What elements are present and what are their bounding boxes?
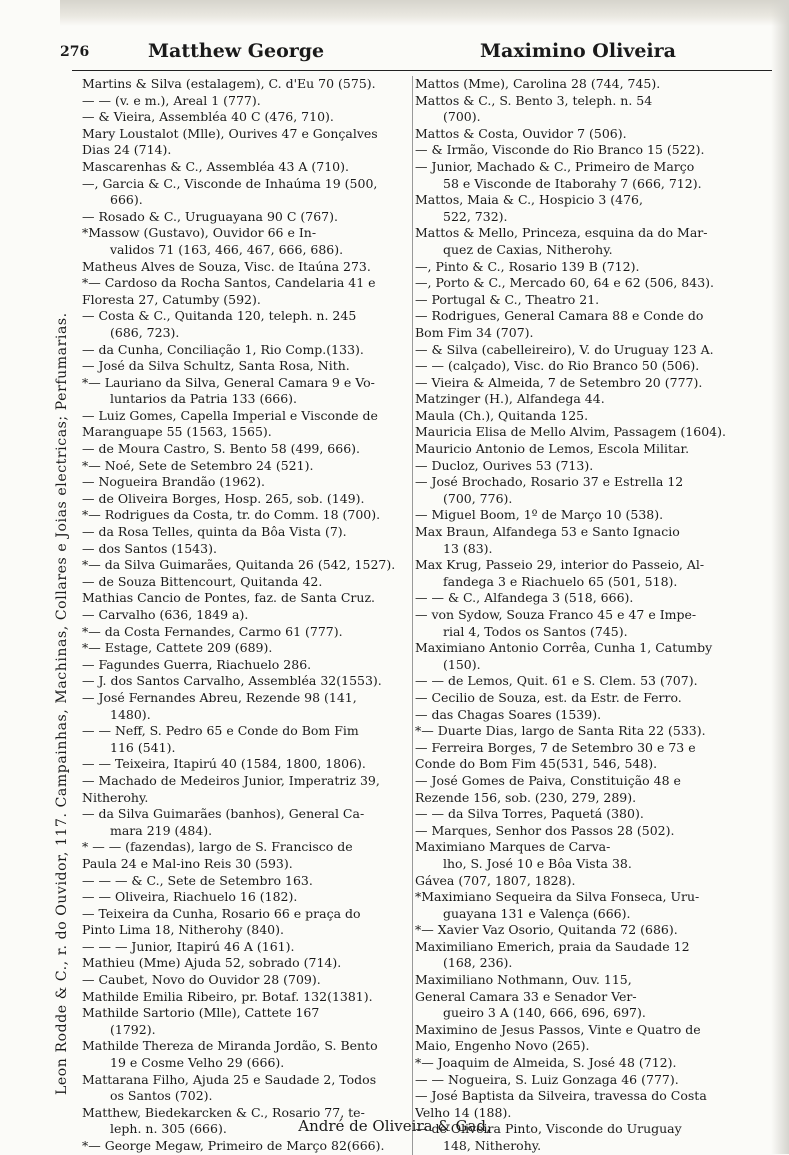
entry-line: — de Souza Bittencourt, Quitanda 42. <box>82 573 323 589</box>
entry-line: — Costa & C., Quitanda 120, teleph. n. 245 <box>82 308 357 324</box>
entry-line: *Massow (Gustavo), Ouvidor 66 e In- <box>82 225 317 241</box>
entry-line: — Junior, Machado & C., Primeiro de Março <box>415 158 695 174</box>
entry-line: Mauricia Elisa de Mello Alvim, Passagem (1604). <box>415 424 726 440</box>
entry-line: (686, 723). <box>110 324 180 340</box>
entry-line: — de Oliveira Borges, Hosp. 265, sob. (149). <box>82 490 365 506</box>
entry-line: — Marques, Senhor dos Passos 28 (502). <box>415 822 675 838</box>
page-top-stain <box>60 0 789 26</box>
entry-line: — Caubet, Novo do Ouvidor 28 (709). <box>82 972 321 988</box>
entry-line: *— Joaquim de Almeida, S. José 48 (712). <box>415 1055 677 1071</box>
entry-line: — da Rosa Telles, quinta da Bôa Vista (7). <box>82 524 347 540</box>
running-header <box>60 38 760 66</box>
entry-line: — & Vieira, Assembléa 40 C (476, 710). <box>82 109 334 125</box>
entry-line: —, Porto & C., Mercado 60, 64 e 62 (506, 843). <box>415 275 715 291</box>
entry-line: *— Noé, Sete de Setembro 24 (521). <box>82 457 314 473</box>
entry-line: — — Neff, S. Pedro 65 e Conde do Bom Fim <box>82 723 359 739</box>
entry-line: — — Nogueira, S. Luiz Gonzaga 46 (777). <box>415 1071 679 1087</box>
entry-line: Floresta 27, Catumby (592). <box>82 291 261 307</box>
entry-line: — da Cunha, Conciliação 1, Rio Comp.(133). <box>82 341 364 357</box>
entry-line: Maximiano Marques de Carva- <box>415 839 611 855</box>
entry-line: Velho 14 (188). <box>415 1104 512 1120</box>
entry-line: — José Fernandes Abreu, Rezende 98 (141, <box>82 689 357 705</box>
entry-line: Mascarenhas & C., Assembléa 43 A (710). <box>82 158 349 174</box>
entry-line: — de Moura Castro, S. Bento 58 (499, 666). <box>82 441 361 457</box>
entry-line: — José Baptista da Silveira, travessa do Costa <box>415 1088 707 1104</box>
entry-line: Paula 24 e Mal-ino Reis 30 (593). <box>82 855 293 871</box>
entry-line: Mattos & C., S. Bento 3, teleph. n. 54 <box>415 92 653 108</box>
header-rule <box>72 70 772 71</box>
entry-line: — — & C., Alfandega 3 (518, 666). <box>415 590 634 606</box>
entry-line: 148, Nitherohy. <box>443 1138 542 1153</box>
entry-line: *— Cardoso da Rocha Santos, Candelaria 41 e <box>82 275 376 291</box>
entry-line: Mathilde Thereza de Miranda Jordão, S. Bento <box>82 1038 378 1054</box>
entry-line: Mathilde Emilia Ribeiro, pr. Botaf. 132(1381). <box>82 988 373 1004</box>
entry-line: 19 e Cosme Velho 29 (666). <box>110 1055 285 1071</box>
entry-line: Max Krug, Passeio 29, interior do Passeio, Al- <box>415 557 705 573</box>
entry-line: — — — & C., Sete de Setembro 163. <box>82 872 313 888</box>
entry-line: Mattos & Costa, Ouvidor 7 (506). <box>415 125 627 141</box>
entry-line: Bom Fim 34 (707). <box>415 324 534 340</box>
entry-line: *— George Megaw, Primeiro de Março 82(666). <box>82 1138 385 1153</box>
entry-line: Mathias Cancio de Pontes, faz. de Santa Cruz. <box>82 590 376 606</box>
entry-line: 666). <box>110 192 143 208</box>
entry-line: — Nogueira Brandão (1962). <box>82 474 265 490</box>
entry-line: rial 4, Todos os Santos (745). <box>443 623 628 639</box>
entry-line: — & Silva (cabelleireiro), V. do Uruguay 123 A. <box>415 341 714 357</box>
entry-line: *— Estage, Cattete 209 (689). <box>82 640 273 656</box>
entry-line: General Camara 33 e Senador Ver- <box>415 988 637 1004</box>
entry-line: — — (calçado), Visc. do Rio Branco 50 (506). <box>415 358 700 374</box>
entry-line: *— Lauriano da Silva, General Camara 9 e Vo- <box>82 374 375 390</box>
entry-line: — das Chagas Soares (1539). <box>415 706 602 722</box>
entry-line: — Rodrigues, General Camara 88 e Conde do <box>415 308 704 324</box>
entry-line: guayana 131 e Valença (666). <box>443 905 631 921</box>
entry-line: quez de Caxias, Nitherohy. <box>443 241 613 257</box>
entry-line: — Rosado & C., Uruguayana 90 C (767). <box>82 208 338 224</box>
entry-line: — — (v. e m.), Areal 1 (777). <box>82 92 261 108</box>
right-column <box>412 76 773 1155</box>
entry-line: — Portugal & C., Theatro 21. <box>415 291 600 307</box>
entry-line: Maio, Engenho Novo (265). <box>415 1038 590 1054</box>
entry-line: os Santos (702). <box>110 1088 213 1104</box>
entry-line: 13 (83). <box>443 540 493 556</box>
page-edge-shadow <box>771 0 789 1154</box>
entry-line: — Ferreira Borges, 7 de Setembro 30 e 73 e <box>415 739 696 755</box>
entry-line: Maximiliano Nothmann, Ouv. 115, <box>415 972 632 988</box>
entry-line: gueiro 3 A (140, 666, 696, 697). <box>443 1005 646 1021</box>
entry-line: * — — (fazendas), largo de S. Francisco de <box>82 839 353 855</box>
entry-line: — Machado de Medeiros Junior, Imperatriz 39, <box>82 772 380 788</box>
page-footer: André de Oliveira & Gad, <box>298 1117 491 1135</box>
entry-line: Maranguape 55 (1563, 1565). <box>82 424 272 440</box>
page-number: 276 <box>60 44 90 60</box>
entry-line: Mattos & Mello, Princeza, esquina da do Mar- <box>415 225 708 241</box>
entry-line: fandega 3 e Riachuelo 65 (501, 518). <box>443 573 678 589</box>
entry-line: 522, 732). <box>443 208 508 224</box>
entry-line: Max Braun, Alfandega 53 e Santo Ignacio <box>415 524 680 540</box>
entry-line: — Fagundes Guerra, Riachuelo 286. <box>82 656 312 672</box>
left-column <box>82 76 408 1155</box>
entry-line: — von Sydow, Souza Franco 45 e 47 e Impe- <box>415 607 697 622</box>
header-right-title: Maximino Oliveira <box>480 40 676 62</box>
entry-line: — — — Junior, Itapirú 46 A (161). <box>82 938 295 954</box>
entry-line: 58 e Visconde de Itaborahy 7 (666, 712). <box>443 175 702 191</box>
entry-line: Pinto Lima 18, Nitherohy (840). <box>82 922 284 938</box>
entry-line: Mauricio Antonio de Lemos, Escola Militar. <box>415 441 690 457</box>
entry-line: (700, 776). <box>443 490 513 506</box>
entry-line: Maximino de Jesus Passos, Vinte e Quatro de <box>415 1021 701 1037</box>
entry-line: — — Oliveira, Riachuelo 16 (182). <box>82 889 298 905</box>
entry-line: —, Pinto & C., Rosario 139 B (712). <box>415 258 640 274</box>
entry-line: Martins & Silva (estalagem), C. d'Eu 70 (575). <box>82 76 376 91</box>
entry-line: — José da Silva Schultz, Santa Rosa, Nith. <box>82 358 350 374</box>
entry-line: — José Brochado, Rosario 37 e Estrella 12 <box>415 474 684 490</box>
entry-line: 1480). <box>110 706 151 722</box>
entry-line: — Vieira & Almeida, 7 de Setembro 20 (777). <box>415 374 703 390</box>
entry-line: Maximiliano Emerich, praia da Saudade 12 <box>415 938 690 954</box>
entry-line: *— Xavier Vaz Osorio, Quitanda 72 (686). <box>415 922 678 938</box>
entry-line: *— da Costa Fernandes, Carmo 61 (777). <box>82 623 343 639</box>
entry-line: *— Rodrigues da Costa, tr. do Comm. 18 (700). <box>82 507 381 523</box>
entry-line: leph. n. 305 (666). <box>110 1121 227 1137</box>
entry-line: Matheus Alves de Souza, Visc. de Itaúna 273. <box>82 258 371 274</box>
entry-line: (150). <box>443 656 481 672</box>
entry-line: *— Duarte Dias, largo de Santa Rita 22 (533). <box>415 723 706 739</box>
entry-line: — Miguel Boom, 1º de Março 10 (538). <box>415 507 664 523</box>
entry-line: — Carvalho (636, 1849 a). <box>82 607 249 622</box>
entry-line: — — da Silva Torres, Paquetá (380). <box>415 806 644 822</box>
entry-line: Rezende 156, sob. (230, 279, 289). <box>415 789 637 805</box>
entry-line: Dias 24 (714). <box>82 142 172 158</box>
entry-line: Conde do Bom Fim 45(531, 546, 548). <box>415 756 658 772</box>
entry-line: — — Teixeira, Itapirú 40 (1584, 1800, 1806). <box>82 756 366 772</box>
entry-line: Mattos, Maia & C., Hospicio 3 (476, <box>415 192 643 208</box>
entry-line: Matthew, Biedekarcken & C., Rosario 77, te- <box>82 1104 365 1120</box>
entry-line: Maula (Ch.), Quitanda 125. <box>415 407 589 423</box>
entry-line: — José Gomes de Paiva, Constituição 48 e <box>415 772 681 788</box>
entry-line: Mattos (Mme), Carolina 28 (744, 745). <box>415 76 661 91</box>
entry-line: validos 71 (163, 466, 467, 666, 686). <box>110 241 344 257</box>
header-left-title: Matthew George <box>148 40 325 62</box>
entry-line: — da Silva Guimarães (banhos), General Ca- <box>82 806 365 822</box>
entry-line: — Cecilio de Souza, est. da Estr. de Ferro. <box>415 689 682 705</box>
entry-line: — Teixeira da Cunha, Rosario 66 e praça do <box>82 905 361 921</box>
entry-line: lho, S. José 10 e Bôa Vista 38. <box>443 855 632 871</box>
entry-line: Mary Loustalot (Mlle), Ourives 47 e Gonçalves <box>82 125 378 141</box>
entry-line: luntarios da Patria 133 (666). <box>110 391 298 407</box>
entry-line: Maximiano Antonio Corrêa, Cunha 1, Catumby <box>415 640 713 656</box>
entry-line: — dos Santos (1543). <box>82 540 217 556</box>
entry-line: (1792). <box>110 1021 156 1037</box>
entry-line: Nitherohy. <box>82 789 149 805</box>
entry-line: Mathilde Sartorio (Mlle), Cattete 167 <box>82 1005 320 1021</box>
entry-line: *Maximiano Sequeira da Silva Fonseca, Uru- <box>415 889 700 905</box>
entry-line: — J. dos Santos Carvalho, Assembléa 32(1553). <box>82 673 382 689</box>
entry-line: — & Irmão, Visconde do Rio Branco 15 (522). <box>415 142 705 158</box>
entry-line: (168, 236). <box>443 955 513 971</box>
entry-line: Mathieu (Mme) Ajuda 52, sobrado (714). <box>82 955 342 971</box>
entry-line: — de Oliveira Pinto, Visconde do Uruguay <box>415 1121 682 1137</box>
entry-line: — — de Lemos, Quit. 61 e S. Clem. 53 (707). <box>415 673 698 689</box>
entry-line: 116 (541). <box>110 739 176 755</box>
entry-line: Gávea (707, 1807, 1828). <box>415 872 576 888</box>
entry-line: mara 219 (484). <box>110 822 213 838</box>
margin-advertisement: Leon Rodde & C., r. do Ouvidor, 117. Campainhas, Machinas, Collares e Joias electricas; Perfumarias. <box>54 312 70 1095</box>
entry-line: Matzinger (H.), Alfandega 44. <box>415 391 605 407</box>
entry-line: — Luiz Gomes, Capella Imperial e Visconde de <box>82 407 378 423</box>
entry-line: *— da Silva Guimarães, Quitanda 26 (542, 1527). <box>82 557 396 573</box>
entry-line: — Ducloz, Ourives 53 (713). <box>415 457 594 473</box>
entry-line: (700). <box>443 109 481 125</box>
entry-line: Mattarana Filho, Ajuda 25 e Saudade 2, Todos <box>82 1071 377 1087</box>
entry-line: —, Garcia & C., Visconde de Inhaúma 19 (500, <box>82 175 378 191</box>
